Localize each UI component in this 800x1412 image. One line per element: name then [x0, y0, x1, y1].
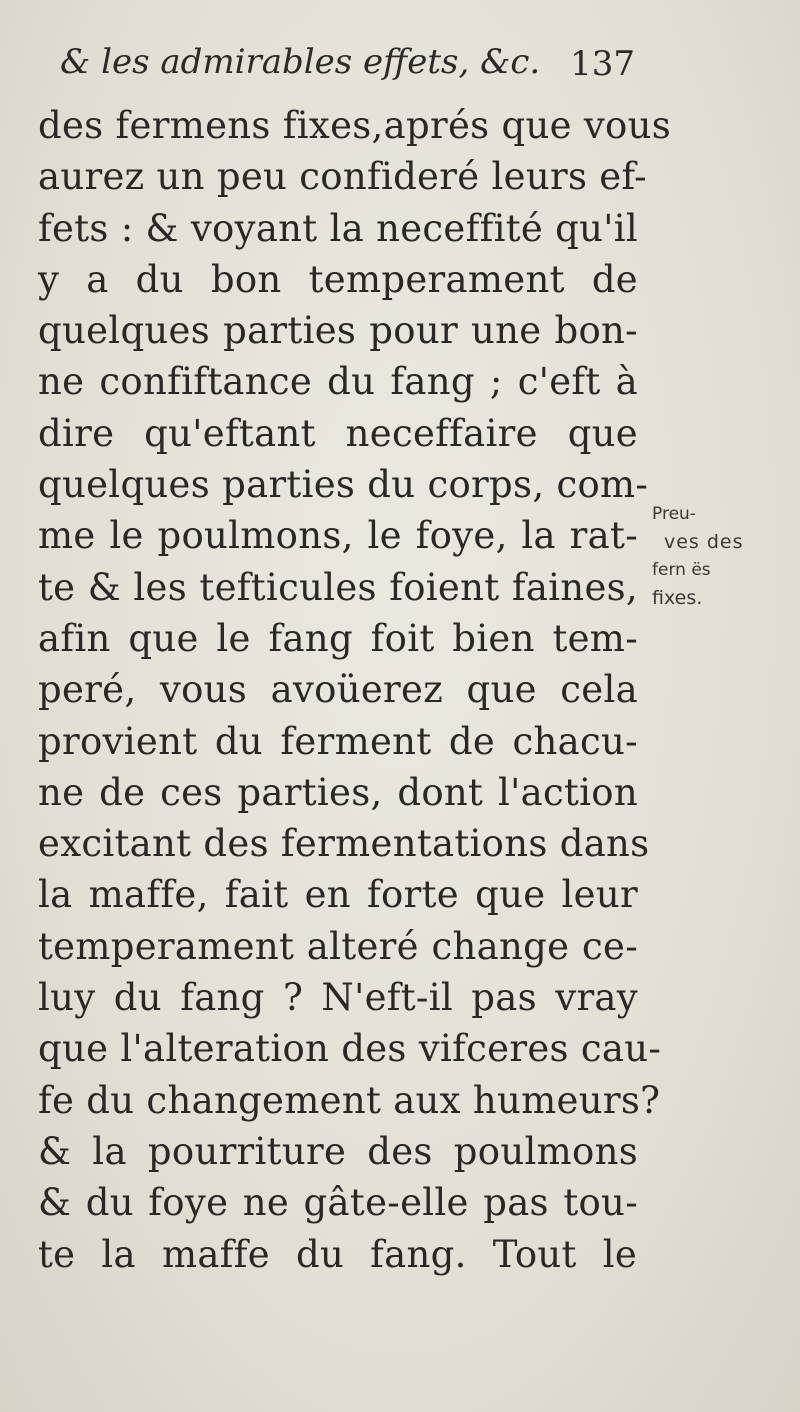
- marginal-note-line: Preu-: [652, 504, 696, 524]
- text-line: quelques parties pour une bon-: [38, 309, 638, 353]
- text-line: & la pourriture des poulmons: [38, 1129, 638, 1173]
- text-line: peré, vous avoüerez que cela: [38, 668, 638, 712]
- text-line: la maffe, fait en forte que leur: [38, 873, 638, 917]
- text-line: te & les tefticules foient faines,: [38, 565, 638, 609]
- text-line: fets : & voyant la neceffité qu'il: [38, 206, 639, 250]
- marginal-note: [652, 500, 797, 612]
- page-number: 137: [570, 44, 635, 84]
- text-line: des fermens fixes,aprés que vous: [38, 104, 672, 147]
- text-line: dire qu'eftant neceffaire que: [38, 411, 638, 455]
- running-head: [60, 42, 635, 92]
- text-line: provient du ferment de chacu-: [38, 719, 638, 763]
- marginal-note-line: ves des: [664, 531, 744, 553]
- text-line: quelques parties du corps, com-: [38, 463, 649, 507]
- text-line: luy du fang ? N'eft-il pas vray: [38, 976, 638, 1020]
- marginal-note-line: fixes.: [652, 587, 703, 609]
- text-line: excitant des fermentations dans: [38, 822, 650, 866]
- text-line: afin que le fang foit bien tem-: [38, 616, 638, 660]
- text-line: temperament alteré change ce-: [38, 924, 638, 968]
- marginal-note-line: fern ës: [652, 560, 711, 580]
- text-line: & du foye ne gâte-elle pas tou-: [38, 1181, 638, 1225]
- text-line: ne de ces parties, dont l'action: [38, 770, 638, 814]
- body-text: [38, 100, 672, 1280]
- text-line: ne confiftance du fang ; c'eft à: [38, 360, 638, 404]
- running-head-title: & les admirables effets, &c.: [60, 42, 541, 82]
- text-line: aurez un peu confideré leurs ef-: [38, 155, 647, 199]
- text-line: me le poulmons, le foye, la rat-: [38, 514, 638, 558]
- text-line: fe du changement aux humeurs?: [38, 1078, 661, 1122]
- text-line: que l'alteration des vifceres cau-: [38, 1027, 662, 1071]
- text-line: y a du bon temperament de: [38, 257, 638, 301]
- text-line: te la maffe du fang. Tout le: [38, 1232, 638, 1276]
